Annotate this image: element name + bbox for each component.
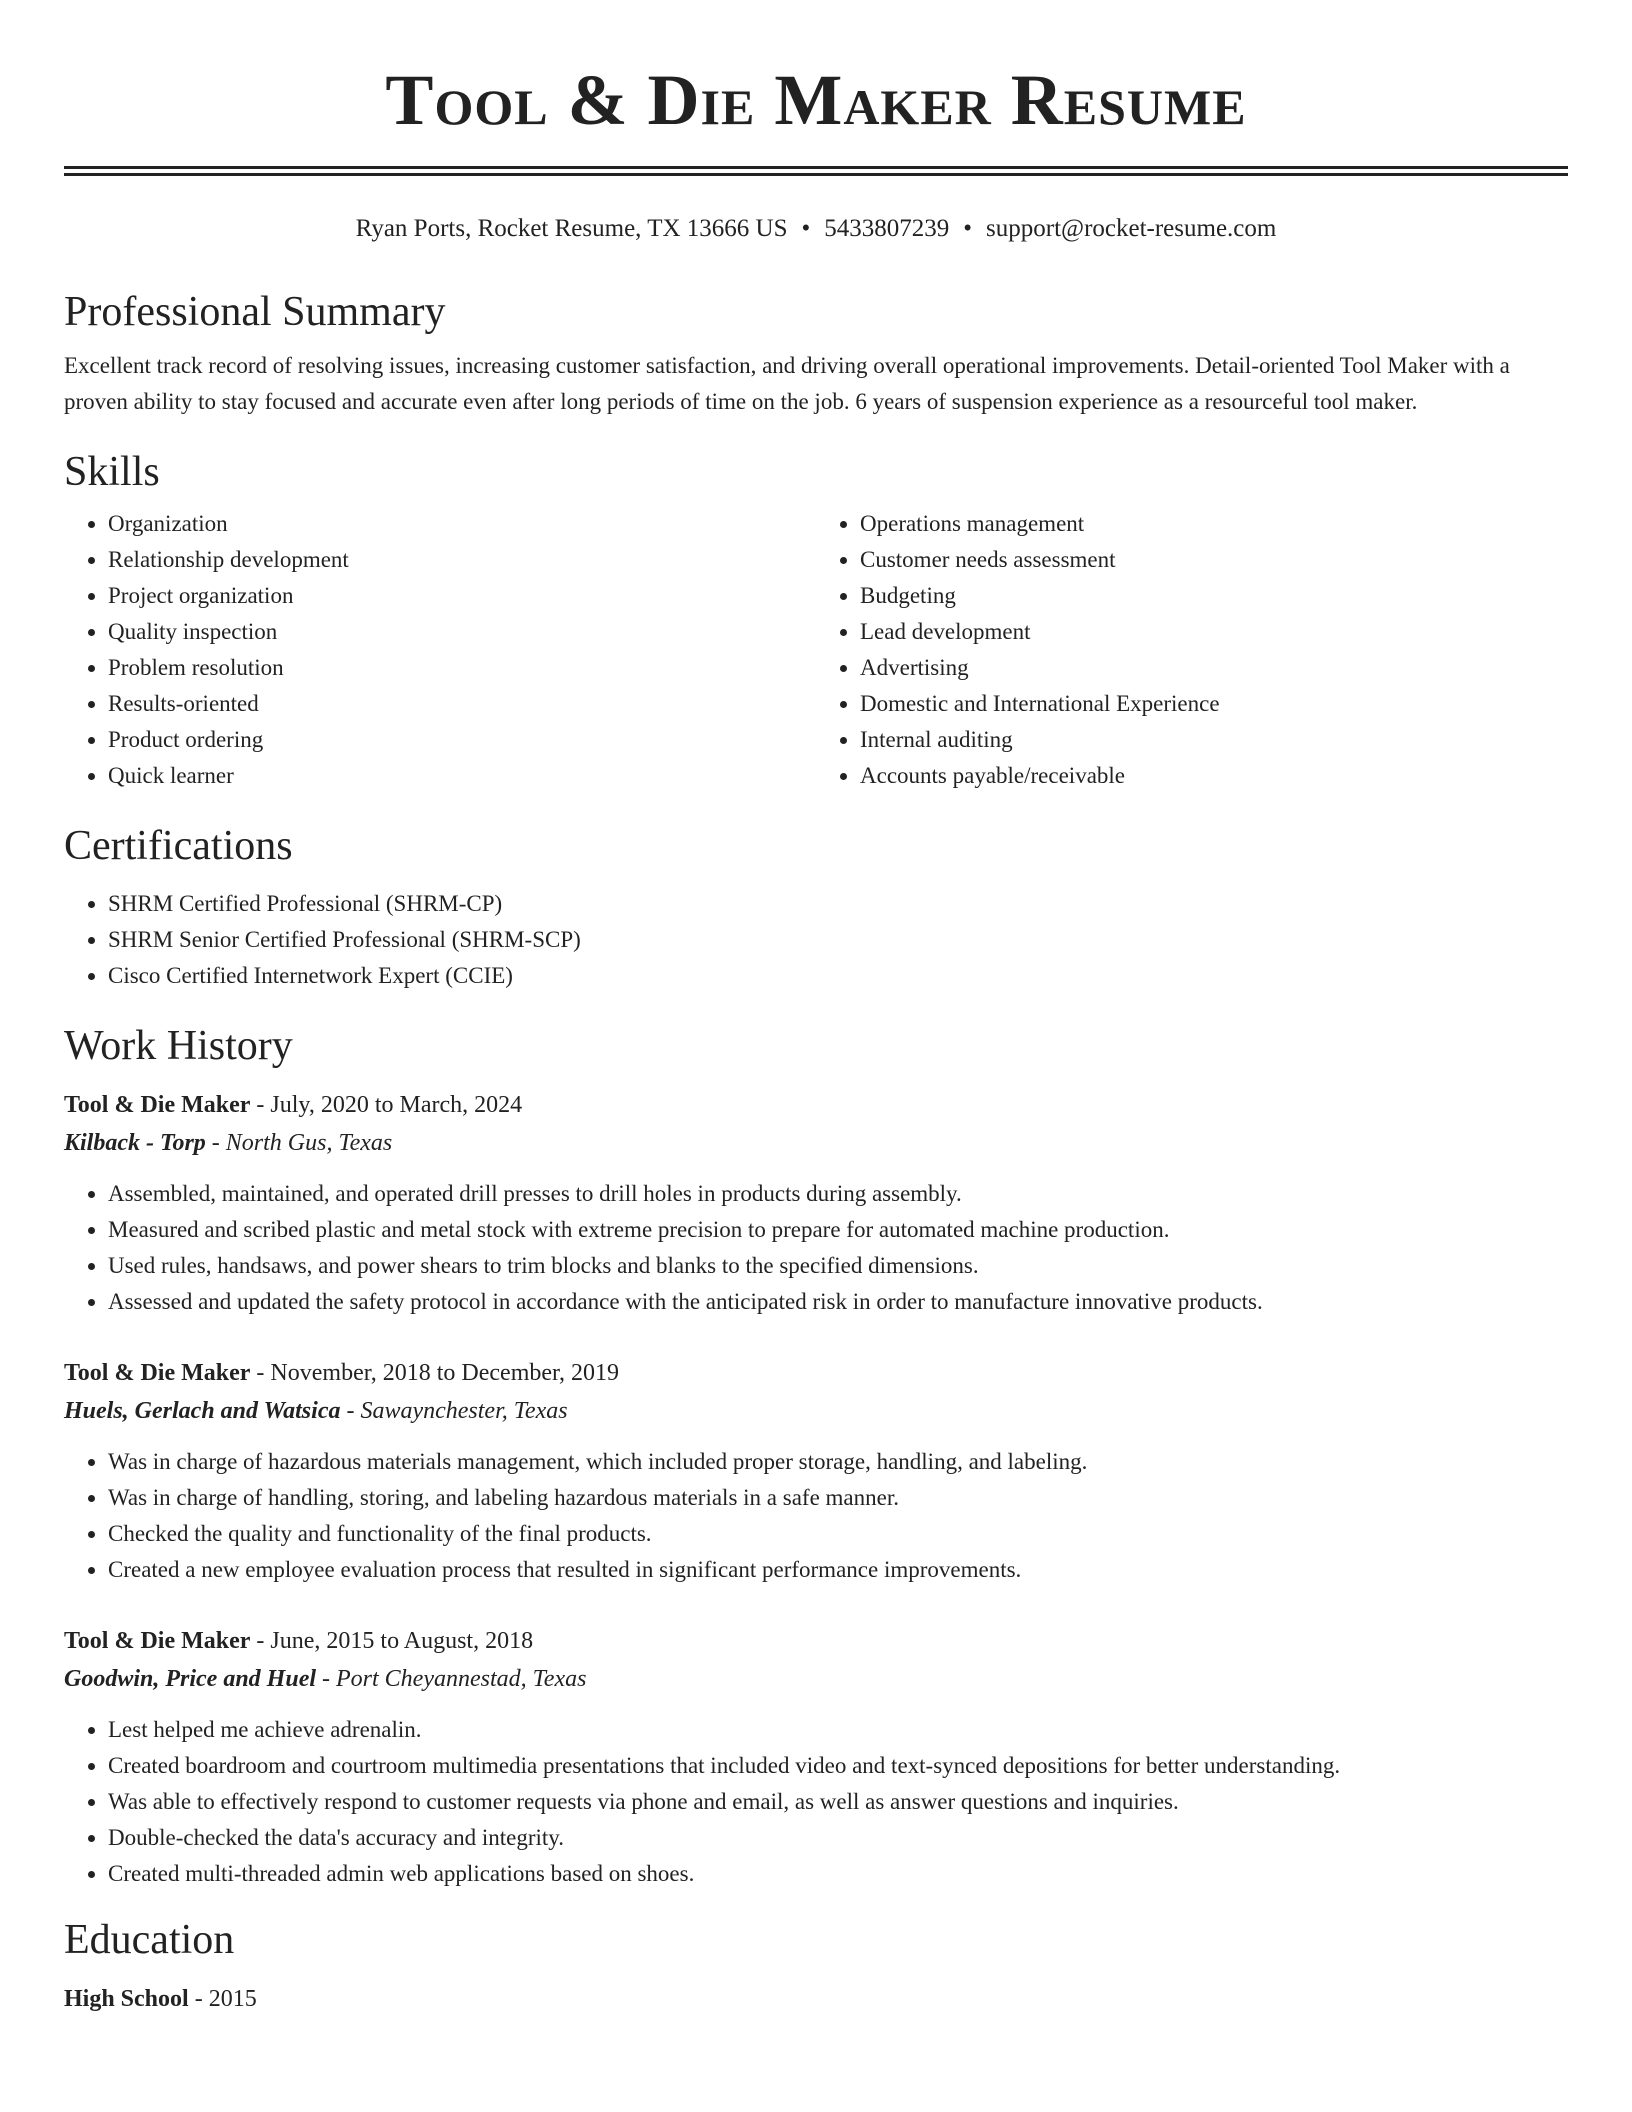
skill-item: • Customer needs assessment (860, 542, 1568, 578)
education-year: - 2015 (188, 1986, 257, 2012)
skill-item: • Accounts payable/receivable (860, 758, 1568, 794)
certifications-heading: Certifications (64, 823, 293, 869)
job-duty: • Double-checked the data's accuracy and integrity. (108, 1820, 1568, 1856)
job-location: - North Gus, Texas (205, 1130, 393, 1156)
skill-item: • Results-oriented (108, 686, 816, 722)
job-company-line (64, 1660, 1568, 1698)
work-history-heading: Work History (64, 1023, 293, 1069)
job-duty: • Created boardroom and courtroom multimedia presentations that included video and text-synced depositions for better understanding. (108, 1748, 1568, 1784)
job-duty: • Used rules, handsaws, and power shears to trim blocks and blanks to the specified dimensions. (108, 1248, 1568, 1284)
job-company-line (64, 1392, 1568, 1430)
summary-text: Excellent track record of resolving issues, increasing customer satisfaction, and driving overall operational improvements. Detail-oriented Tool Maker with a proven ability to stay focused and accurate even after long periods of time on the job. 6 years of suspension experience as a resourceful tool maker. (64, 353, 1510, 414)
job-duty: • Was in charge of handling, storing, and labeling hazardous materials in a safe manner. (108, 1480, 1568, 1516)
certification-item: • Cisco Certified Internetwork Expert (CCIE) (108, 958, 1568, 994)
title-divider (64, 166, 1568, 176)
resume-title: Tool & Die Maker Resume (385, 60, 1247, 140)
job-duty: • Checked the quality and functionality of the final products. (108, 1516, 1568, 1552)
contact-phone: 5433807239 (824, 215, 950, 242)
skill-item: • Quick learner (108, 758, 816, 794)
job-duty: • Measured and scribed plastic and metal stock with extreme precision to prepare for automated machine production. (108, 1212, 1568, 1248)
job-duty: • Assembled, maintained, and operated drill presses to drill holes in products during assembly. (108, 1176, 1568, 1212)
job-entry (64, 1354, 1568, 1588)
job-title-line (64, 1622, 1568, 1660)
skill-item: • Project organization (108, 578, 816, 614)
skill-item: • Quality inspection (108, 614, 816, 650)
job-duty: • Assessed and updated the safety protocol in accordance with the anticipated risk in order to manufacture innovative products. (108, 1284, 1568, 1320)
job-company: Kilback - Torp (64, 1130, 206, 1156)
job-title-line (64, 1354, 1568, 1392)
skill-item: • Organization (108, 506, 816, 542)
skill-item: • Internal auditing (860, 722, 1568, 758)
skill-item: • Operations management (860, 506, 1568, 542)
job-duty: • Was able to effectively respond to customer requests via phone and email, as well as answer questions and inquiries. (108, 1784, 1568, 1820)
job-company: Goodwin, Price and Huel (64, 1666, 317, 1692)
job-company-line (64, 1124, 1568, 1162)
job-company: Huels, Gerlach and Watsica (64, 1398, 341, 1424)
education-heading: Education (64, 1917, 235, 1963)
job-dates: - June, 2015 to August, 2018 (250, 1628, 534, 1654)
job-duties-list (64, 1176, 1568, 1320)
contact-address: Ryan Ports, Rocket Resume, TX 13666 US (355, 215, 788, 242)
skills-list-right (816, 506, 1568, 794)
certification-item: • SHRM Senior Certified Professional (SHRM-SCP) (108, 922, 1568, 958)
job-entry (64, 1622, 1568, 1892)
skill-item: • Product ordering (108, 722, 816, 758)
contact-email: support@rocket-resume.com (986, 215, 1277, 242)
certification-item: • SHRM Certified Professional (SHRM-CP) (108, 886, 1568, 922)
education-degree: High School (64, 1986, 189, 2012)
resume-page (64, 0, 1568, 2018)
job-dates: - July, 2020 to March, 2024 (250, 1092, 523, 1118)
summary-heading: Professional Summary (64, 289, 446, 335)
job-location: - Sawaynchester, Texas (340, 1398, 568, 1424)
skill-item: • Lead development (860, 614, 1568, 650)
job-entry (64, 1086, 1568, 1320)
job-duty: • Created a new employee evaluation process that resulted in significant performance improvements. (108, 1552, 1568, 1588)
job-duties-list (64, 1444, 1568, 1588)
skill-item: • Advertising (860, 650, 1568, 686)
job-duty: • Created multi-threaded admin web applications based on shoes. (108, 1856, 1568, 1892)
skill-item: • Relationship development (108, 542, 816, 578)
contact-separator: • (801, 215, 811, 242)
skills-heading: Skills (64, 449, 160, 495)
job-title: Tool & Die Maker (64, 1360, 251, 1386)
job-duties-list (64, 1712, 1568, 1892)
job-dates: - November, 2018 to December, 2019 (250, 1360, 620, 1386)
job-title: Tool & Die Maker (64, 1092, 251, 1118)
skills-list-left (64, 506, 816, 794)
job-title: Tool & Die Maker (64, 1628, 251, 1654)
skill-item: • Domestic and International Experience (860, 686, 1568, 722)
education-entry (64, 1980, 1568, 2018)
certifications-list (64, 886, 1568, 994)
skill-item: • Problem resolution (108, 650, 816, 686)
skills-columns (64, 506, 1568, 794)
contact-line (64, 212, 1568, 246)
contact-separator: • (963, 215, 973, 242)
job-duty: • Lest helped me achieve adrenalin. (108, 1712, 1568, 1748)
job-duty: • Was in charge of hazardous materials management, which included proper storage, handling, and labeling. (108, 1444, 1568, 1480)
job-location: - Port Cheyannestad, Texas (316, 1666, 587, 1692)
skill-item: • Budgeting (860, 578, 1568, 614)
job-title-line (64, 1086, 1568, 1124)
